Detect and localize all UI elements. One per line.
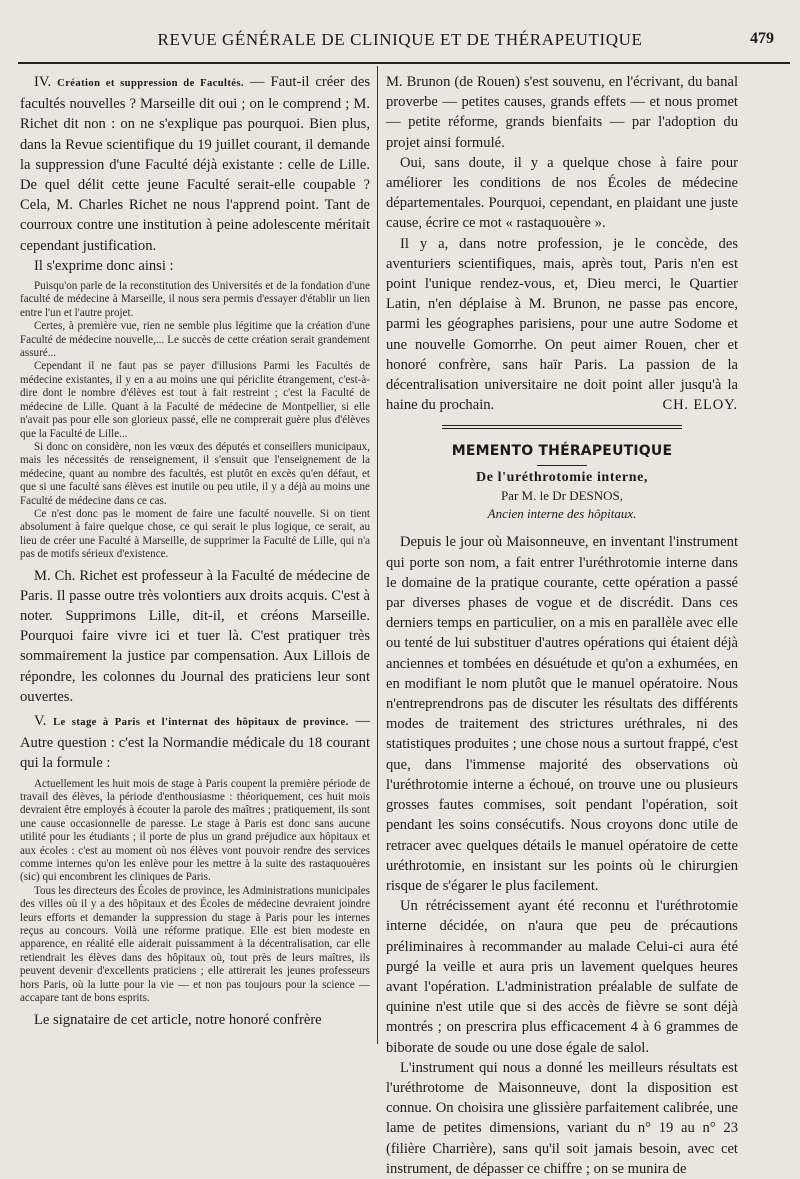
byline-prefix: Par M. le Dr: [500, 488, 566, 504]
quote-paragraph: Ce n'est donc pas le moment de faire une faculté nouvelle. Si on tient absolument à faire quelque chose, ce qui serait le plus logique, ce serait, au lieu de créer une Faculté à Marseille, de supprimer la Faculté de Lille, qui n'a pas de motifs sérieux d'existence.: [20, 507, 370, 561]
quote-paragraph: Certes, à première vue, rien ne semble plus légitime que la création d'une Faculté de médecine nouvelle,... Le succès de cette création serait grandement assuré...: [20, 320, 370, 360]
running-header: [18, 26, 782, 58]
paragraph: [386, 234, 738, 416]
left-column: [20, 72, 370, 1044]
right-column: [386, 72, 738, 1177]
article-byline: [386, 488, 738, 504]
section-v-paragraph: [20, 711, 370, 774]
quote-paragraph: Actuellement les huit mois de stage à Paris coupent la première période de travail des élèves, la période d'enthousiasme : théoriquement, ces huit mois devraient être employés à écouter la parole des maîtres ; pratiquement, ils sont une cause occasionnelle de paresse. Le stage à Paris est donc sans aucune utilité pour les étudiants ; il porte de plus un grand préjudice aux hôpitaux et aux écoles : c'est au moment où nos élèves vont pouvoir rendre des services comme internes qu'on les enlève pour les mettre à la suite des rastaquouères (sic) qui encombrent les cliniques de Paris.: [20, 777, 370, 884]
section-iv-text: — Faut-il créer des facultés nouvelles ? Marseille dit oui ; on le comprend ; M. Richet dit non : on ne s'explique pas pourquoi. Bien plus, dans la Revue scientifique du 19 juillet courant, il demande la suppression d'une Faculté déjà existante : celle de Lille. De quel délit cette jeune Faculté serait-elle coupable ? Cela, M. Charles Richet ne nous l'apprend point. Tant de courroux contre une institution à peine adolescente méritait cependant justification.: [20, 74, 371, 254]
quote-paragraph: Cependant il ne faut pas se payer d'illusions Parmi les Facultés de médecine existantes, il y en a au moins une qui périclite étrangement, c'est-à-dire dont le nombre d'élèves est tout à fait restreint ; c'est la Faculté de médecine de Lille. Quant à la Faculté de médecine de Montpellier, si elle n'avait pas pour elle son glorieux passé, elle ne comprerait guère plus d'élèves que la Faculté de Lille...: [20, 360, 370, 440]
article-author: DESNOS,: [569, 488, 624, 504]
quote-paragraph: Si donc on considère, non les vœux des députés et conseillers municipaux, mais les nécessités de renseignement, il s'ensuit que l'enseignement de la médecine, quant au nombre des facultés, est plutôt en excès qu'en défaut, et que si une faculté sans élèves est inutile ou peu utile, il y a déjà au moins une Faculté de médecine dans ce cas.: [20, 440, 370, 507]
section-iv-commentary: M. Ch. Richet est professeur à la Faculté de médecine de Paris. Il passe outre très volontiers aux droits acquis. C'est à noter. Supprimons Lille, dit-il, et créons Marseille. Pourquoi faire vivre ici et tuer là. C'est pratiquer très sommairement la justice par compensation. Aux Lillois de répondre, les colonnes du Journal des praticiens leur sont ouvertes.: [20, 567, 370, 705]
article-paragraph: Un rétrécissement ayant été reconnu et l'uréthrotomie interne décidée, on n'aura que peu de précautions préliminaires à recommander au malade Celui-ci aura été purgé la veille et aura pris un lavement quelques heures avant l'opération. L'administration préalable de sulfate de quinine n'est utile que si des accès de fièvre se sont déjà montrés ; on prescrira plus efficacement 4 à 6 grammes de biborate de soude ou une dose égale de salol.: [386, 898, 738, 1056]
paragraph: Oui, sans doute, il y a quelque chose à faire pour améliorer les conditions de nos Écoles de médecine départementales. Pourquoi, cependant, en plaidant une juste cause, écrire ce mot « rastaquouère ».: [386, 154, 738, 232]
paragraph-text: Il y a, dans notre profession, je le concède, des aventuriers scientifiques, mais, après tout, Paris n'en est point l'unique rendez-vous, et, Dieu merci, le Quartier Latin, n'en déplaise à M. Brunon, ne passe pas encore, parmi les géographes parisiens, pour une autre Sodome et une nouvelle Gomorrhe. On peut aimer Rouen, cher et honoré confrère, sans haïr Paris. La passion de la décentralisation universitaire ne doit point aller jusqu'à la haine du prochain.: [386, 235, 738, 414]
section-v-title: Le stage à Paris et l'internat des hôpitaux de province.: [53, 716, 349, 728]
quote-normandie: [20, 778, 370, 1006]
section-iv-paragraph: [20, 72, 370, 256]
page-number: 479: [750, 30, 774, 47]
short-divider: [537, 465, 587, 466]
article-title: De l'uréthrotomie interne,: [475, 470, 649, 486]
section-iv-title: Création et suppression de Facultés.: [57, 78, 244, 89]
section-iv-label: IV.: [34, 74, 52, 90]
quote-richet: [20, 280, 370, 562]
journal-title: REVUE GÉNÉRALE DE CLINIQUE ET DE THÉRAPEUTIQUE: [157, 30, 643, 49]
article-paragraph: Depuis le jour où Maisonneuve, en inventant l'instrument qui porte son nom, a fait entrer l'uréthrotomie interne dans le domaine de la pratique courante, cette opération a passé par diverses phases de vogue et de discrédit. Dans ces derniers temps en particulier, on a mis en parallèle avec elle ou tenté de lui substituer d'autres opérations qui étaient déjà anciennes et tombées en désuétude et qu'on a exhumées, en en modifiant le nom plutôt que le manuel opératoire. Nous n'entreprendrons pas de discuter les résultats des différents modes de traitement des strictures uréthrales, ni des statistiques produites ; une chose nous a surtout frappé, c'est que, dans l'immense majorité des observations où l'uréthrotomie interne a échoué, on trouve une ou plusieurs grosses fautes commises, soit pendant l'opération, soit pendant les soins consécutifs. Nous croyons donc utile de retracer avec quelques détails le manuel opératoire de cette uréthrotomie, en insistant sur les points où le chirurgien risque de s'égarer le plus facilement.: [386, 534, 738, 894]
paragraph: M. Brunon (de Rouen) s'est souvenu, en l'écrivant, du banal proverbe — petites causes, grands effets — et nous promet — petite réforme, grands bienfaits — par l'adoption du projet ainsi formulé.: [386, 74, 738, 151]
author-role: Ancien interne des hôpitaux.: [487, 506, 637, 522]
section-divider: [442, 425, 682, 429]
author-signature: CH. ELOY.: [662, 397, 738, 414]
header-rule: [18, 62, 790, 64]
column-divider: [377, 66, 378, 1044]
section-iv-intro: Il s'exprime donc ainsi :: [34, 257, 174, 274]
quote-paragraph: Tous les directeurs des Écoles de province, les Administrations municipales des villes où il y a des hôpitaux et des Écoles de médecine devraient joindre leurs efforts et demander la suppression du stage à Paris pour les internes reçus au concours. Voilà une réforme pratique. Elle est bien modeste en apparence, en réalité elle aiderait puissamment à la décentralisation, car elle retiendrait les élèves dans des hôpitaux où, tout près de leurs maîtres, ils peuvent devenir d'excellents praticiens ; elle attirerait les jeunes professeurs hors Paris, où la lutte pour la vie — et non pas toujours pour la science — accapare tant de bons esprits.: [20, 884, 370, 1005]
section-v-label: V.: [34, 712, 47, 729]
section-v-continuation: Le signataire de cet article, notre honoré confrère: [34, 1011, 322, 1028]
section-heading: MEMENTO THÉRAPEUTIQUE: [451, 443, 673, 460]
quote-paragraph: Puisqu'on parle de la reconstitution des Universités et de la fondation d'une faculté de médecine à Marseille, il nous sera permis d'essayer d'établir un lien entre l'un et l'autre projet.: [20, 280, 370, 319]
section-v-text: — Autre question : c'est la Normandie médicale du 18 courant qui la formule :: [20, 712, 370, 772]
article-paragraph: L'instrument qui nous a donné les meilleurs résultats est l'uréthrotome de Maisonneuve, dont la disposition est connue. On choisira une glissière parfaitement calibrée, une lame de petites dimensions, variant du n° 19 au n° 23 (filière Charrière), sans qu'il soit jamais besoin, avec cet instrument, de dépasser ce chiffre ; on se munira de: [386, 1059, 738, 1177]
